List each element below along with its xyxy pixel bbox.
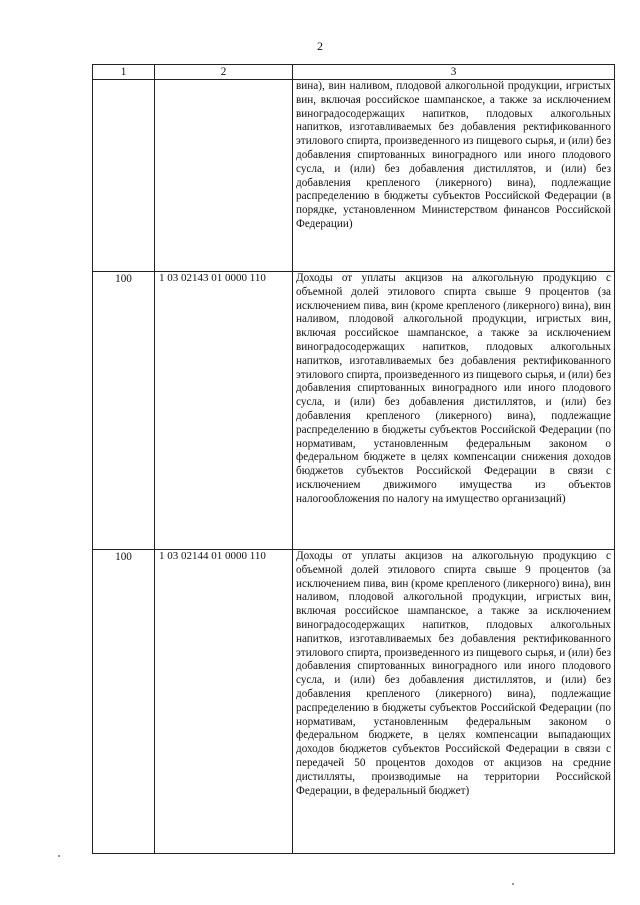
table-row bbox=[93, 272, 615, 550]
column-header-2: 2 bbox=[155, 65, 293, 80]
kbk-code-cell bbox=[155, 80, 293, 272]
admin-code-cell bbox=[93, 80, 155, 272]
budget-codes-table bbox=[92, 64, 615, 854]
table-row bbox=[93, 550, 615, 854]
table-row bbox=[93, 80, 615, 272]
description-cell: вина), вин наливом, плодовой алкогольной продукции, игристых вин, включая российское шампанское, а также за исключением виноградосодержащих напитков, плодовых алкогольных напитков, изготавливаемых без добавления ректификованного этилового спирта, произведенного из пищевого сырья, и (или) без добавления спиртованных виноградного или иного плодового сусла, и (или) без добавления дистиллятов, и (или) без добавления крепленого (ликерного) вина), подлежащие распределению в бюджеты субъектов Российской Федерации (в порядке, установленном Министерством финансов Российской Федерации) bbox=[293, 80, 615, 272]
column-header-1: 1 bbox=[93, 65, 155, 80]
column-header-3: 3 bbox=[293, 65, 615, 80]
admin-code-cell: 100 bbox=[93, 550, 155, 854]
description-cell: Доходы от уплаты акцизов на алкогольную продукцию с объемной долей этилового спирта свыше 9 процентов (за исключением пива, вин (кроме крепленого (ликерного) вина), вин наливом, плодовой алкогольной продукции, игристых вин, включая российское шампанское, а также за исключением виноградосодержащих напитков, плодовых алкогольных напитков, изготавливаемых без добавления ректификованного этилового спирта, произведенного из пищевого сырья, и (или) без добавления спиртованных виноградного или иного плодового сусла, и (или) без добавления дистиллятов, и (или) без добавления крепленого (ликерного) вина), подлежащие распределению в бюджеты субъектов Российской Федерации (по нормативам, установленным федеральным законом о федеральном бюджете, в целях компенсации выпадающих доходов бюджетов субъектов Российской Федерации в связи с передачей 50 процентов доходов от акцизов на средние дистилляты, производимые на территории Российской Федерации, в федеральный бюджет) bbox=[293, 550, 615, 854]
page-number: 2 bbox=[317, 39, 323, 53]
kbk-code-cell: 1 03 02144 01 0000 110 bbox=[155, 550, 293, 854]
admin-code-cell: 100 bbox=[93, 272, 155, 550]
kbk-code-cell: 1 03 02143 01 0000 110 bbox=[155, 272, 293, 550]
scan-speck bbox=[58, 855, 60, 857]
description-cell: Доходы от уплаты акцизов на алкогольную продукцию с объемной долей этилового спирта свыше 9 процентов (за исключением пива, вин (кроме крепленого (ликерного) вина), вин наливом, плодовой алкогольной продукции, игристых вин, включая российское шампанское, а также за исключением виноградосодержащих напитков, плодовых алкогольных напитков, изготавливаемых без добавления ректификованного этилового спирта, произведенного из пищевого сырья, и (или) без добавления спиртованных виноградного или иного плодового сусла, и (или) без добавления дистиллятов, и (или) без добавления крепленого (ликерного) вина), подлежащие распределению в бюджеты субъектов Российской Федерации (по нормативам, установленным федеральным законом о федеральном бюджете в целях компенсации снижения доходов бюджетов субъектов Российской Федерации в связи с исключением движимого имущества из объектов налогообложения по налогу на имущество организаций) bbox=[293, 272, 615, 550]
table-header-row bbox=[93, 65, 615, 80]
scan-speck bbox=[512, 883, 514, 885]
